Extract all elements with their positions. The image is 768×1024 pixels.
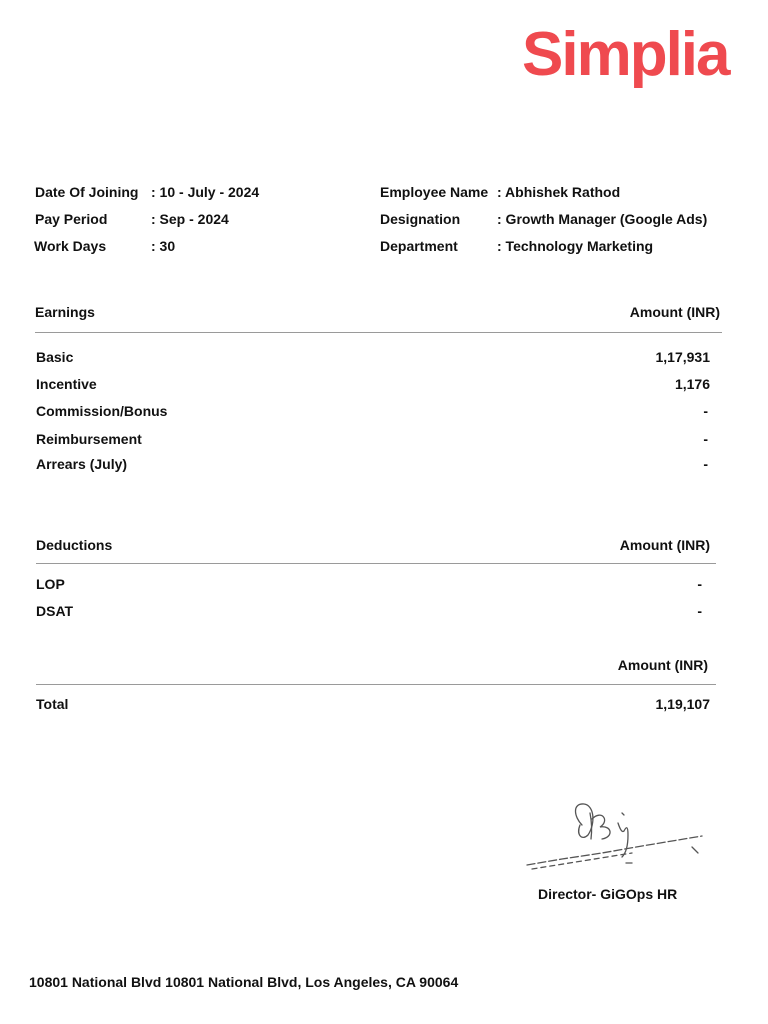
- department-value: : Technology Marketing: [497, 238, 654, 254]
- signatory-title: Director- GiGOps HR: [538, 886, 678, 902]
- signature-image: [522, 795, 712, 875]
- deductions-row-amount: -: [697, 576, 702, 592]
- total-label: Total: [36, 696, 69, 712]
- deductions-amount-header: Amount (INR): [619, 537, 710, 553]
- pay-period-label: Pay Period: [35, 211, 108, 227]
- earnings-row-amount: 1,17,931: [655, 349, 710, 365]
- deductions-row-label: LOP: [36, 576, 65, 592]
- earnings-row-label: Basic: [36, 349, 74, 365]
- work-days-value: : 30: [151, 238, 176, 254]
- company-address: 10801 National Blvd 10801 National Blvd, Los Angeles, CA 90064: [29, 974, 459, 990]
- earnings-row-amount: -: [703, 431, 708, 447]
- date-of-joining-value: : 10 - July - 2024: [151, 184, 260, 200]
- deductions-header: Deductions: [36, 537, 113, 553]
- deductions-divider: [36, 563, 716, 564]
- earnings-header: Earnings: [35, 304, 95, 320]
- total-amount-header: Amount (INR): [617, 657, 708, 673]
- deductions-row-amount: -: [697, 603, 702, 619]
- earnings-row-amount: 1,176: [674, 376, 710, 392]
- work-days-label: Work Days: [34, 238, 107, 254]
- pay-period-value: : Sep - 2024: [151, 211, 229, 227]
- designation-label: Designation: [380, 211, 461, 227]
- employee-name-label: Employee Name: [380, 184, 489, 200]
- department-label: Department: [380, 238, 458, 254]
- designation-value: : Growth Manager (Google Ads): [497, 211, 708, 227]
- earnings-row-label: Arrears (July): [36, 456, 128, 472]
- employee-name-value: : Abhishek Rathod: [497, 184, 621, 200]
- earnings-row-label: Incentive: [36, 376, 97, 392]
- earnings-row-amount: -: [703, 456, 708, 472]
- earnings-divider: [35, 332, 722, 333]
- earnings-row-amount: -: [703, 403, 708, 419]
- earnings-row-label: Reimbursement: [36, 431, 142, 447]
- total-amount: 1,19,107: [655, 696, 710, 712]
- earnings-row-label: Commission/Bonus: [36, 403, 168, 419]
- company-logo: Simplia: [522, 20, 729, 89]
- date-of-joining-label: Date Of Joining: [35, 184, 139, 200]
- earnings-amount-header: Amount (INR): [629, 304, 720, 320]
- deductions-row-label: DSAT: [36, 603, 74, 619]
- total-divider: [36, 684, 716, 685]
